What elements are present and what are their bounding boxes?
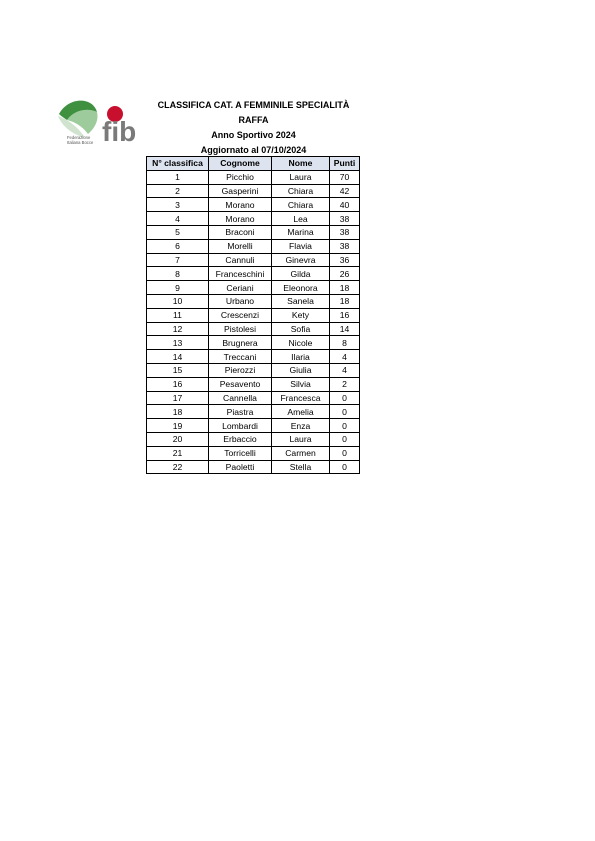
cell-rank: 15 (147, 363, 209, 377)
cell-surname: Lombardi (209, 419, 272, 433)
table-header-row (147, 157, 360, 171)
cell-rank: 12 (147, 322, 209, 336)
document-header (146, 98, 361, 158)
table-row (147, 225, 360, 239)
cell-surname: Braconi (209, 225, 272, 239)
table-row (147, 419, 360, 433)
cell-name: Sofia (272, 322, 330, 336)
cell-points: 18 (330, 294, 360, 308)
ranking-table (146, 156, 360, 474)
cell-rank: 1 (147, 170, 209, 184)
cell-surname: Cannella (209, 391, 272, 405)
cell-name: Kety (272, 308, 330, 322)
cell-name: Ilaria (272, 350, 330, 364)
cell-surname: Brugnera (209, 336, 272, 350)
logo-caption-line1: Federazione (67, 135, 91, 140)
header-updated-date: Aggiornato al 07/10/2024 (200, 145, 307, 155)
cell-rank: 10 (147, 294, 209, 308)
cell-points: 38 (330, 212, 360, 226)
cell-points: 4 (330, 363, 360, 377)
cell-surname: Morelli (209, 239, 272, 253)
cell-rank: 13 (147, 336, 209, 350)
cell-points: 14 (330, 322, 360, 336)
cell-name: Chiara (272, 198, 330, 212)
table-row (147, 253, 360, 267)
cell-rank: 8 (147, 267, 209, 281)
cell-surname: Treccani (209, 350, 272, 364)
cell-surname: Crescenzi (209, 308, 272, 322)
cell-name: Stella (272, 460, 330, 474)
table-row (147, 281, 360, 295)
cell-name: Francesca (272, 391, 330, 405)
cell-surname: Franceschini (209, 267, 272, 281)
table-row (147, 363, 360, 377)
cell-surname: Pistolesi (209, 322, 272, 336)
cell-surname: Morano (209, 212, 272, 226)
header-specialty: RAFFA (238, 115, 269, 125)
cell-points: 0 (330, 391, 360, 405)
cell-rank: 19 (147, 419, 209, 433)
cell-points: 2 (330, 377, 360, 391)
column-header-surname: Cognome (209, 157, 272, 171)
cell-rank: 5 (147, 225, 209, 239)
cell-name: Laura (272, 432, 330, 446)
cell-name: Ginevra (272, 253, 330, 267)
cell-rank: 6 (147, 239, 209, 253)
cell-rank: 14 (147, 350, 209, 364)
table-row (147, 198, 360, 212)
cell-name: Marina (272, 225, 330, 239)
cell-rank: 22 (147, 460, 209, 474)
cell-name: Amelia (272, 405, 330, 419)
fib-logo-text: fib (102, 116, 137, 147)
cell-points: 0 (330, 432, 360, 446)
cell-points: 16 (330, 308, 360, 322)
cell-surname: Gasperini (209, 184, 272, 198)
cell-points: 8 (330, 336, 360, 350)
cell-points: 70 (330, 170, 360, 184)
table-row (147, 391, 360, 405)
cell-surname: Pesavento (209, 377, 272, 391)
cell-points: 0 (330, 460, 360, 474)
cell-points: 26 (330, 267, 360, 281)
cell-surname: Erbaccio (209, 432, 272, 446)
cell-rank: 9 (147, 281, 209, 295)
column-header-name: Nome (272, 157, 330, 171)
column-header-points: Punti (330, 157, 360, 171)
cell-name: Nicole (272, 336, 330, 350)
table-row (147, 239, 360, 253)
cell-name: Carmen (272, 446, 330, 460)
cell-name: Enza (272, 419, 330, 433)
cell-name: Eleonora (272, 281, 330, 295)
cell-surname: Morano (209, 198, 272, 212)
cell-surname: Torricelli (209, 446, 272, 460)
cell-points: 38 (330, 225, 360, 239)
table-row (147, 322, 360, 336)
table-row (147, 212, 360, 226)
cell-points: 40 (330, 198, 360, 212)
cell-surname: Picchio (209, 170, 272, 184)
cell-name: Lea (272, 212, 330, 226)
cell-points: 0 (330, 419, 360, 433)
cell-name: Gilda (272, 267, 330, 281)
table-row (147, 377, 360, 391)
cell-name: Sanela (272, 294, 330, 308)
cell-rank: 18 (147, 405, 209, 419)
cell-rank: 16 (147, 377, 209, 391)
cell-name: Giulia (272, 363, 330, 377)
table-row (147, 294, 360, 308)
table-row (147, 170, 360, 184)
header-title: CLASSIFICA CAT. A FEMMINILE SPECIALITÀ (157, 100, 350, 110)
cell-rank: 21 (147, 446, 209, 460)
table-row (147, 432, 360, 446)
cell-name: Chiara (272, 184, 330, 198)
cell-name: Laura (272, 170, 330, 184)
cell-surname: Pierozzi (209, 363, 272, 377)
cell-name: Silvia (272, 377, 330, 391)
cell-points: 38 (330, 239, 360, 253)
header-season: Anno Sportivo 2024 (211, 130, 296, 140)
cell-rank: 2 (147, 184, 209, 198)
cell-points: 36 (330, 253, 360, 267)
cell-rank: 7 (147, 253, 209, 267)
table-row (147, 405, 360, 419)
cell-rank: 20 (147, 432, 209, 446)
table-row (147, 184, 360, 198)
cell-surname: Paoletti (209, 460, 272, 474)
cell-rank: 17 (147, 391, 209, 405)
table-row (147, 308, 360, 322)
cell-points: 0 (330, 405, 360, 419)
ranking-table-body (147, 170, 360, 474)
cell-points: 4 (330, 350, 360, 364)
table-row (147, 460, 360, 474)
logo-caption (67, 135, 117, 145)
table-row (147, 336, 360, 350)
cell-points: 18 (330, 281, 360, 295)
logo-caption-line2: Italiana Bocce (67, 140, 94, 145)
table-row (147, 350, 360, 364)
cell-rank: 11 (147, 308, 209, 322)
cell-surname: Cannuli (209, 253, 272, 267)
cell-surname: Ceriani (209, 281, 272, 295)
table-row (147, 446, 360, 460)
cell-points: 0 (330, 446, 360, 460)
cell-surname: Urbano (209, 294, 272, 308)
cell-surname: Piastra (209, 405, 272, 419)
table-row (147, 267, 360, 281)
cell-rank: 4 (147, 212, 209, 226)
cell-points: 42 (330, 184, 360, 198)
cell-rank: 3 (147, 198, 209, 212)
cell-name: Flavia (272, 239, 330, 253)
column-header-rank: N° classifica (147, 157, 209, 171)
